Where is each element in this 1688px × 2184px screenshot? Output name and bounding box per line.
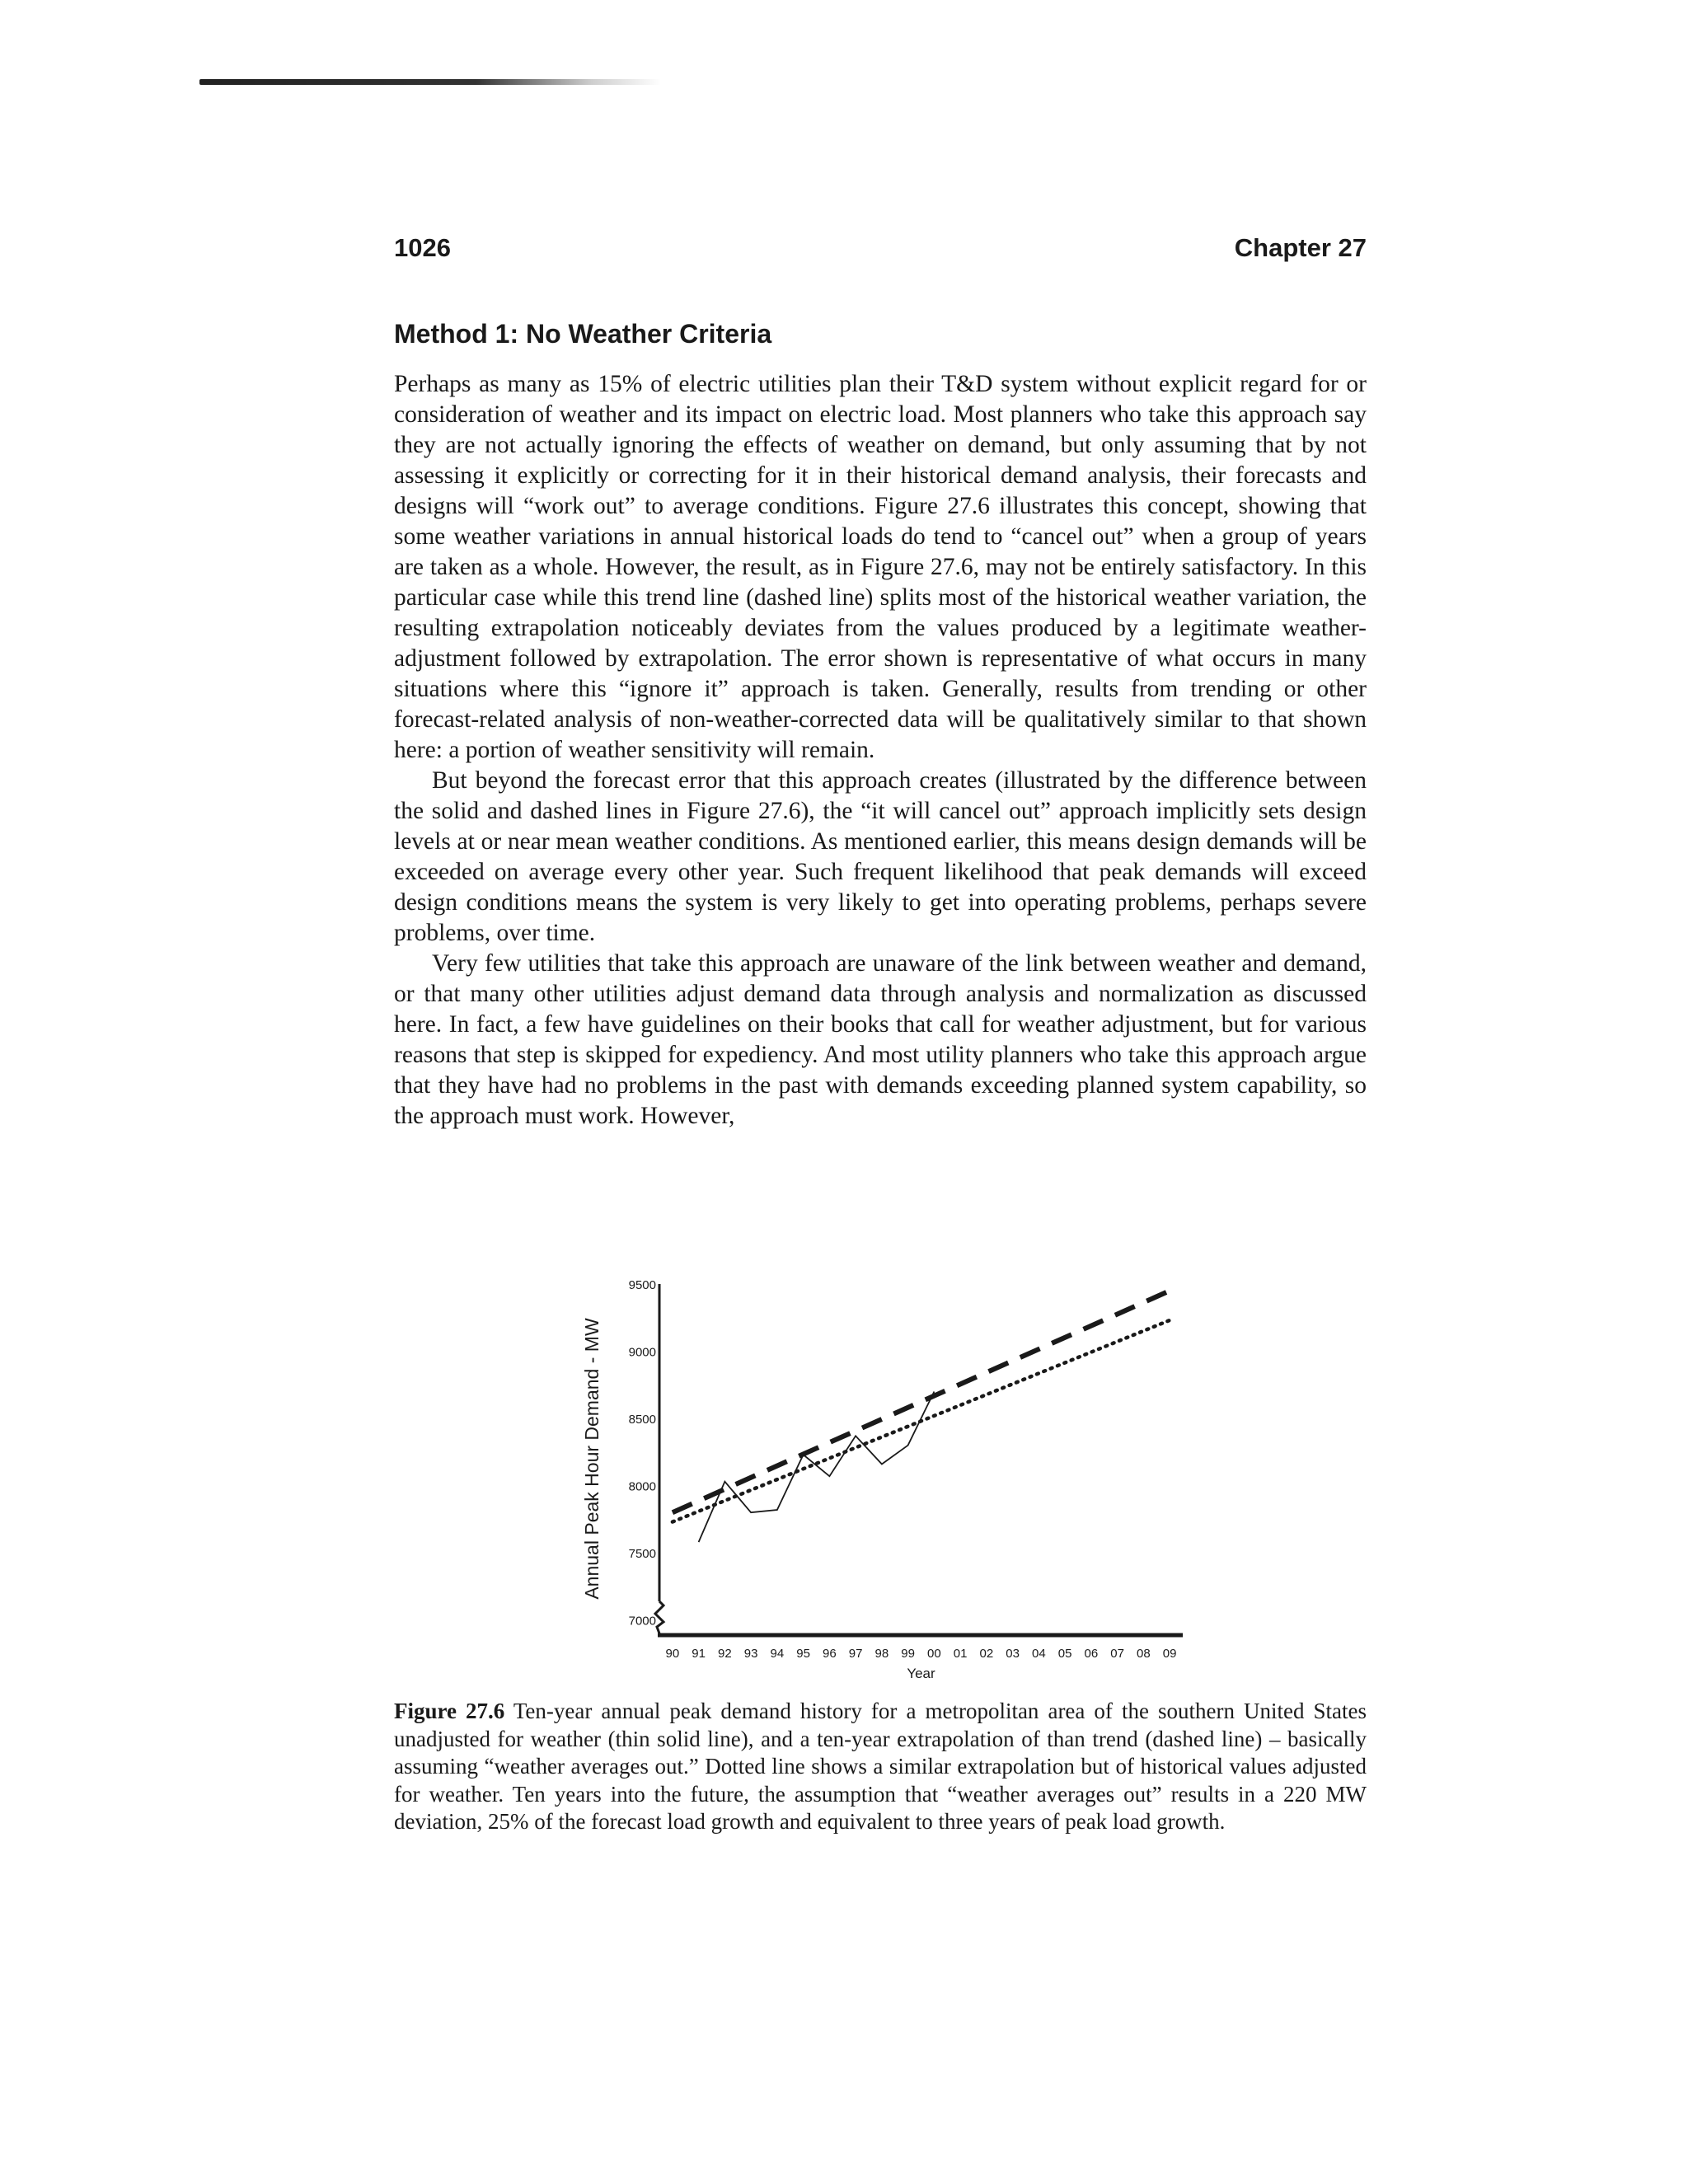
- x-tick-label: 08: [1137, 1647, 1151, 1661]
- figure-caption-text: Ten-year annual peak demand history for a metropolitan area of the southern United States unadjusted for weather (thin solid line), and a ten-year extrapolation of than trend (dashed line) – basically assuming “weather averages out.” Dotted line shows a similar extrapolation but of historical values adjusted for weather. Ten years into the future, the assumption that “weather averages out” results in a 220 MW deviation, 25% of the forecast load growth and equivalent to three years of peak load growth.: [394, 1699, 1367, 1834]
- x-tick-label: 96: [823, 1647, 837, 1661]
- figure-label: Figure 27.6: [394, 1699, 505, 1723]
- paragraph-3: Very few utilities that take this approach are unaware of the link between weather and demand, or that many other utilities adjust demand data through analysis and normalization as discussed here. In fact, a few have guidelines on their books that call for weather adjustment, but for various reasons that step is skipped for expediency. And most utility planners who take this approach argue that they have had no problems in the past with demands exceeding planned system capability, so the approach must work. However,: [394, 950, 1367, 1129]
- x-tick-label: 01: [953, 1647, 968, 1661]
- trend-line-dotted: [673, 1320, 1170, 1522]
- figure-caption: [394, 1698, 1367, 1836]
- y-tick-label: 9500: [628, 1278, 656, 1292]
- section-heading: Method 1: No Weather Criteria: [394, 319, 772, 349]
- chapter-title: Chapter 27: [1234, 233, 1367, 262]
- page-number: 1026: [394, 233, 451, 262]
- x-tick-label: 97: [848, 1647, 863, 1661]
- x-tick-label: 09: [1162, 1647, 1177, 1661]
- y-axis-break: [655, 1601, 663, 1633]
- x-tick-label: 91: [692, 1647, 706, 1661]
- x-tick-label: 03: [1006, 1647, 1020, 1661]
- x-tick-label: 98: [874, 1647, 889, 1661]
- x-tick-label: 07: [1110, 1647, 1124, 1661]
- paragraph-2: But beyond the forecast error that this approach creates (illustrated by the difference between the solid and dashed lines in Figure 27.6), the “it will cancel out” approach implicitly sets design levels at or near mean weather conditions. As mentioned earlier, this means design demands will be exceeded on average every other year. Such frequent likelihood that peak demands will exceed design conditions means the system is very likely to get into operating problems, perhaps severe problems, over time.: [394, 767, 1367, 946]
- y-tick-label: 8500: [628, 1413, 656, 1427]
- x-tick-label: 06: [1084, 1647, 1099, 1661]
- y-tick-label: 7000: [628, 1614, 656, 1629]
- y-tick-label: 8000: [628, 1479, 656, 1494]
- chart-svg: [577, 1269, 1203, 1690]
- x-tick-label: 90: [665, 1647, 680, 1661]
- x-tick-label: 04: [1032, 1647, 1046, 1661]
- y-tick-label: 7500: [628, 1547, 656, 1562]
- x-tick-label: 05: [1057, 1647, 1072, 1661]
- top-rule: [199, 79, 661, 85]
- x-axis-title: Year: [907, 1666, 935, 1681]
- body-text: [394, 369, 1367, 1132]
- running-head: [394, 233, 1367, 266]
- y-axis-title: Annual Peak Hour Demand - MW: [581, 1318, 603, 1600]
- x-tick-label: 93: [743, 1647, 758, 1661]
- trend-line-dashed: [673, 1291, 1170, 1512]
- x-tick-label: 00: [927, 1647, 941, 1661]
- x-tick-label: 02: [979, 1647, 994, 1661]
- paragraph-1: Perhaps as many as 15% of electric utilities plan their T&D system without explicit regard for or consideration of weather and its impact on electric load. Most planners who take this approach say they are not actually ignoring the effects of weather on demand, but only assuming that by not assessing it explicitly or correcting for it in their historical demand analysis, their forecasts and designs will “work out” to average conditions. Figure 27.6 illustrates this concept, showing that some weather variations in annual historical loads do tend to “cancel out” when a group of years are taken as a whole. However, the result, as in Figure 27.6, may not be entirely satisfactory. In this particular case while this trend line (dashed line) splits most of the historical weather variation, the resulting extrapolation noticeably deviates from the values produced by a legitimate weather-adjustment followed by extrapolation. The error shown is representative of what occurs in many situations where this “ignore it” approach is taken. Generally, results from trending or other forecast-related analysis of non-weather-corrected data will be qualitatively similar to that shown here: a portion of weather sensitivity will remain.: [394, 371, 1367, 763]
- y-tick-label: 9000: [628, 1345, 656, 1360]
- x-tick-label: 95: [796, 1647, 810, 1661]
- x-tick-label: 92: [718, 1647, 732, 1661]
- figure-chart: [577, 1269, 1203, 1690]
- x-tick-label: 99: [901, 1647, 915, 1661]
- x-tick-label: 94: [770, 1647, 785, 1661]
